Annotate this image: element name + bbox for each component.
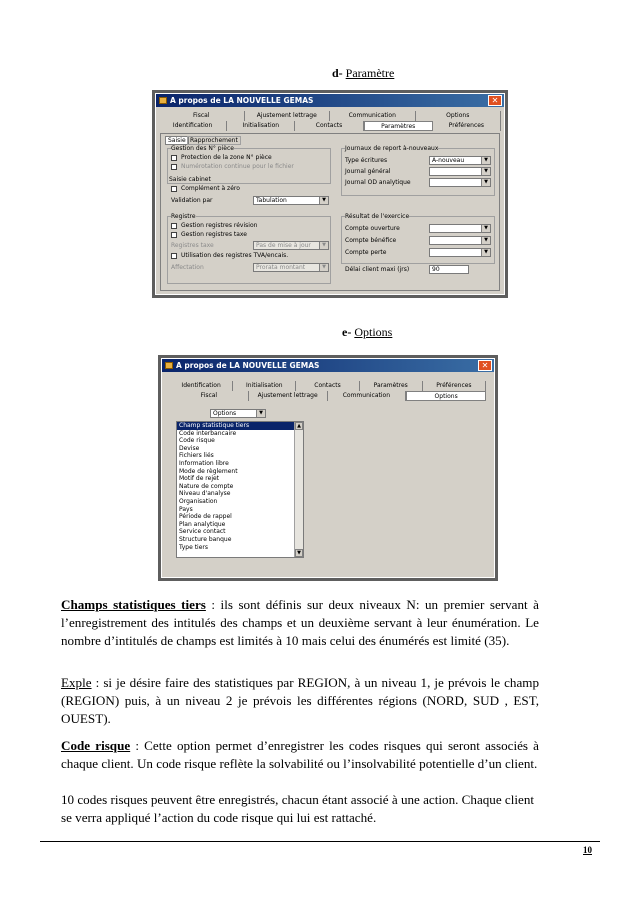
list-scrollbar[interactable] [294, 422, 303, 557]
tab-parametres[interactable]: Paramètres [364, 121, 433, 131]
list-item[interactable]: Plan analytique [179, 520, 226, 528]
tab-options[interactable]: Options [406, 391, 486, 401]
dialog-window [155, 93, 505, 295]
group-registre-label: Registre [171, 213, 196, 220]
list-item[interactable]: Code risque [179, 437, 215, 445]
complement-checkbox[interactable] [171, 186, 177, 192]
list-item[interactable]: Fichiers liés [179, 452, 214, 460]
validation-value: Tabulation [256, 197, 287, 204]
affectation-label: Affectation [171, 264, 204, 271]
chevron-down-icon: ▼ [481, 249, 490, 256]
list-item[interactable]: Organisation [179, 497, 218, 505]
paragraph-text: : Cette option permet d’enregistrer les codes risques qui seront associés à chaque client. Un code risque reflète la solvabilité ou l’insolvabilité potentielle d’un client. [61, 738, 539, 771]
chevron-down-icon: ▼ [256, 410, 265, 417]
tab-communication[interactable]: Communication [328, 391, 407, 401]
parametres-pane [160, 133, 500, 291]
utilisation-checkbox[interactable] [171, 253, 177, 259]
tab-preferences[interactable]: Préférences [423, 381, 486, 391]
chevron-down-icon: ▼ [481, 179, 490, 186]
journal-general-label: Journal général [345, 168, 391, 175]
list-item[interactable]: Motif de rejet [179, 475, 220, 483]
chevron-down-icon: ▼ [319, 197, 328, 204]
paragraph-champs-statistiques [61, 596, 539, 650]
scroll-up-icon[interactable]: ▲ [295, 422, 303, 430]
term-champs-statistiques: Champs statistiques tiers [61, 597, 206, 612]
window-title: A propos de LA NOUVELLE GEMAS [170, 96, 314, 105]
subtab-saisie[interactable]: Saisie [165, 136, 189, 145]
caption-options [342, 325, 392, 340]
chevron-down-icon: ▼ [481, 168, 490, 175]
paragraph-exemple [61, 674, 539, 728]
numerotation-label: Numérotation continue pour le fichier [181, 163, 294, 170]
term-exple: Exple [61, 675, 92, 690]
journal-od-label: Journal OD analytique [345, 179, 411, 186]
tab-identification[interactable]: Identification [159, 121, 227, 131]
title-bar [162, 359, 494, 372]
list-item[interactable]: Pays [179, 505, 193, 513]
options-select[interactable] [210, 409, 266, 418]
journal-general-select[interactable] [429, 167, 491, 176]
affectation-select[interactable] [253, 263, 329, 272]
options-select-value: Options [213, 410, 237, 417]
tab-options[interactable]: Options [416, 111, 502, 121]
tab-fiscal[interactable]: Fiscal [170, 391, 249, 401]
tab-fiscal[interactable]: Fiscal [159, 111, 245, 121]
tab-row-2 [159, 121, 501, 131]
compte-benefice-label: Compte bénéfice [345, 237, 397, 244]
scroll-down-icon[interactable]: ▼ [295, 549, 303, 557]
list-item[interactable]: Code interbancaire [179, 429, 237, 437]
registres-taxe-select[interactable] [253, 241, 329, 250]
revision-checkbox[interactable] [171, 223, 177, 229]
tab-communication[interactable]: Communication [330, 111, 416, 121]
group-gestion-label: Gestion des N° pièce [171, 145, 234, 152]
registres-taxe-label: Registres taxe [171, 242, 214, 249]
tab-contacts[interactable]: Contacts [295, 121, 363, 131]
type-ecritures-value: A-nouveau [432, 157, 465, 164]
tab-ajustement-lettrage[interactable]: Ajustement lettrage [245, 111, 331, 121]
screenshot-options [158, 355, 498, 581]
paragraph-text: : si je désire faire des statistiques par REGION, à un niveau 1, je prévois le champ (REGION) puis, à un niveau 2 je prévois les différentes régions (NORD, SUD , EST, OUEST). [61, 675, 539, 726]
tab-row-2 [170, 391, 486, 401]
window-title: A propos de LA NOUVELLE GEMAS [176, 361, 320, 370]
caption-title: Paramètre [345, 66, 395, 80]
compte-ouverture-select[interactable] [429, 224, 491, 233]
numerotation-checkbox[interactable] [171, 164, 177, 170]
caption-letter: d- [332, 66, 343, 80]
list-item[interactable]: Mode de règlement [179, 467, 238, 475]
list-item[interactable]: Service contact [179, 528, 226, 536]
complement-label: Complément à zéro [181, 185, 240, 192]
paragraph-text: : ils sont définis sur deux niveaux N: un premier servant à l’enregistrement des intitulés des champs et un deuxième servant à leur énumération. Le nombre d’intitulés de champs est limités à 10 mais celui des énumérés est limité (35). [61, 597, 539, 648]
list-item[interactable]: Structure banque [179, 535, 232, 543]
validation-select[interactable] [253, 196, 329, 205]
chevron-down-icon: ▼ [481, 237, 490, 244]
protection-checkbox[interactable] [171, 155, 177, 161]
revision-label: Gestion registres révision [181, 222, 258, 229]
list-item[interactable]: Champ statistique tiers [177, 422, 303, 430]
options-list [176, 421, 304, 558]
chevron-down-icon: ▼ [481, 225, 490, 232]
compte-perte-select[interactable] [429, 248, 491, 257]
group-journaux-label: Journaux de report à-nouveaux [345, 145, 439, 152]
registres-taxe-value: Pas de mise à jour [256, 242, 311, 249]
list-item[interactable]: Nature de compte [179, 482, 234, 490]
list-item[interactable]: Période de rappel [179, 513, 232, 521]
tab-ajustement-lettrage[interactable]: Ajustement lettrage [249, 391, 328, 401]
taxe-label: Gestion registres taxe [181, 231, 247, 238]
tab-row-1 [159, 111, 501, 121]
list-item[interactable]: Devise [179, 444, 200, 452]
list-item[interactable]: Information libre [179, 459, 229, 467]
compte-ouverture-label: Compte ouverture [345, 225, 400, 232]
caption-letter: e- [342, 325, 352, 339]
tab-initialisation[interactable]: Initialisation [227, 121, 295, 131]
chevron-down-icon: ▼ [319, 242, 328, 249]
title-bar [156, 94, 504, 107]
chevron-down-icon: ▼ [319, 264, 328, 271]
app-icon [165, 362, 173, 369]
group-resultat-label: Résultat de l'exercice [345, 213, 410, 220]
saisie-cabinet-label: Saisie cabinet [169, 176, 211, 183]
tab-parametres[interactable]: Paramètres [360, 381, 423, 391]
tab-row-1 [170, 381, 486, 391]
paragraph-text: 10 codes risques peuvent être enregistrés, chacun étant associé à une action. Chaque client se verra appliqué l’action du code risque qui lui est rattaché. [61, 792, 535, 825]
tab-preferences[interactable]: Préférences [433, 121, 501, 131]
type-ecritures-label: Type écritures [345, 157, 388, 164]
footer-divider [40, 841, 600, 842]
subtab-rapprochement[interactable]: Rapprochement [187, 136, 241, 145]
dialog-window [161, 358, 495, 578]
utilisation-label: Utilisation des registres TVA/encais. [181, 252, 289, 259]
app-icon [159, 97, 167, 104]
validation-label: Validation par [171, 197, 213, 204]
list-item[interactable]: Type tiers [179, 543, 208, 551]
page-number: 10 [583, 845, 592, 855]
delai-label: Délai client maxi (jrs) [345, 266, 410, 273]
compte-perte-label: Compte perte [345, 249, 387, 256]
tab-identification[interactable]: Identification [170, 381, 233, 391]
close-button[interactable]: ✕ [478, 360, 492, 371]
compte-benefice-select[interactable] [429, 236, 491, 245]
tab-contacts[interactable]: Contacts [296, 381, 359, 391]
paragraph-code-risque [61, 737, 539, 773]
list-item[interactable]: Niveau d'analyse [179, 490, 231, 498]
paragraph-codes-risques [61, 791, 539, 827]
type-ecritures-select[interactable] [429, 156, 491, 165]
close-button[interactable]: ✕ [488, 95, 502, 106]
chevron-down-icon: ▼ [481, 157, 490, 164]
affectation-value: Prorata montant [256, 264, 306, 271]
caption-title: Options [354, 325, 393, 339]
delai-input[interactable]: 90 [429, 265, 469, 274]
term-code-risque: Code risque [61, 738, 131, 753]
journal-od-select[interactable] [429, 178, 491, 187]
protection-label: Protection de la zone N° pièce [181, 154, 272, 161]
screenshot-parametres [152, 90, 508, 298]
tab-initialisation[interactable]: Initialisation [233, 381, 296, 391]
taxe-checkbox[interactable] [171, 232, 177, 238]
caption-parametre [332, 66, 394, 81]
options-pane [170, 403, 486, 573]
